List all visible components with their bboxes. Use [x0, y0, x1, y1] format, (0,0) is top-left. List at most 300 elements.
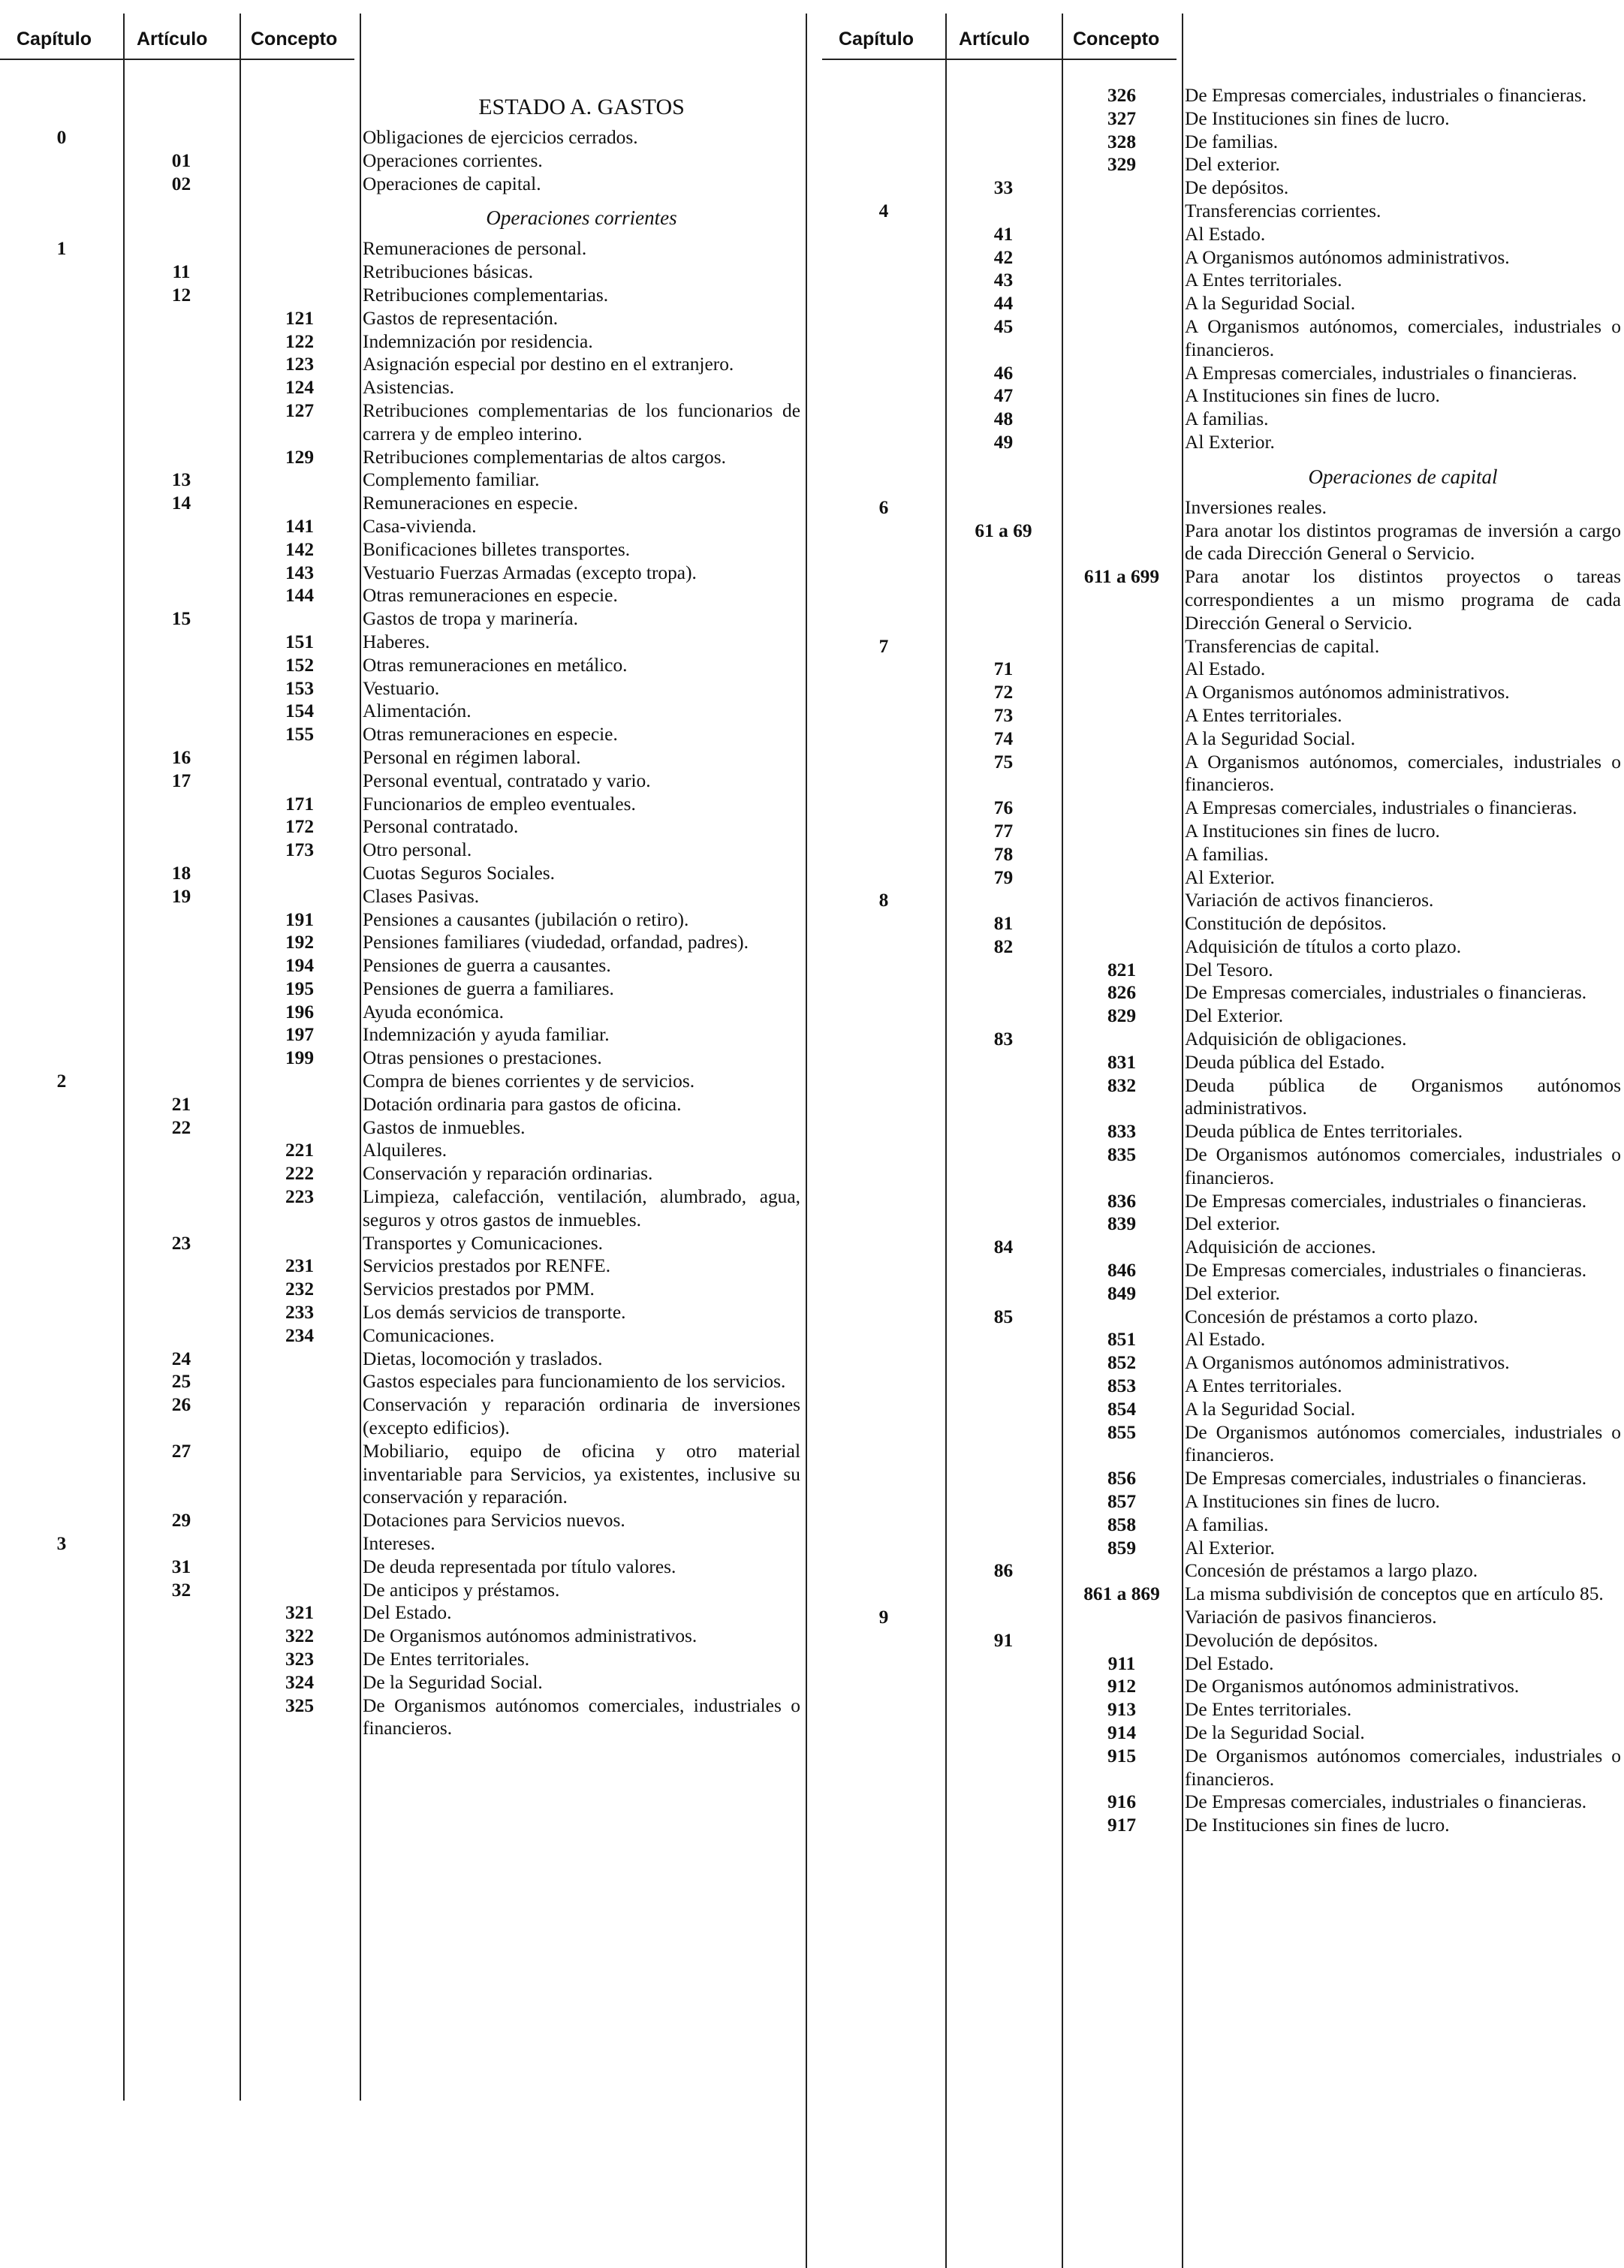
table-row	[822, 153, 1624, 176]
capitulo-code: 7	[878, 635, 889, 657]
articulo-code: 83	[993, 1029, 1014, 1050]
capitulo-code	[822, 1514, 945, 1537]
concepto-code	[240, 1556, 360, 1579]
concepto-code: 233	[285, 1302, 315, 1324]
capitulo-code	[0, 1370, 123, 1393]
articulo-code	[123, 307, 240, 330]
table-row	[0, 1393, 803, 1440]
row-description: Otras remuneraciones en metálico.	[363, 654, 628, 676]
capitulo-code	[822, 1004, 945, 1028]
table-row	[822, 1791, 1624, 1814]
concepto-code	[1062, 681, 1182, 704]
capitulo-code	[0, 1116, 123, 1140]
concepto-code: 861 a 869	[1083, 1583, 1160, 1605]
capitulo-code	[0, 908, 123, 932]
table-row	[822, 1675, 1624, 1698]
row-description: Del Exterior.	[1185, 1005, 1284, 1027]
row-description: De anticipos y préstamos.	[363, 1579, 560, 1601]
articulo-code	[123, 446, 240, 469]
articulo-code: 71	[993, 658, 1014, 680]
table-row	[822, 1698, 1624, 1721]
capitulo-code	[822, 362, 945, 385]
table-row	[822, 520, 1624, 566]
concepto-code	[1062, 176, 1182, 200]
concepto-code: 121	[285, 307, 315, 329]
capitulo-code	[0, 1301, 123, 1324]
concepto-code: 856	[1107, 1468, 1137, 1489]
row-description: Deuda pública de Organismos autónomos administrativos.	[1185, 1074, 1621, 1119]
row-description: A Organismos autónomos, comerciales, industriales o financieros.	[1185, 751, 1621, 796]
row-description: Remuneraciones en especie.	[363, 492, 578, 514]
concepto-code	[240, 1116, 360, 1140]
table-row	[0, 862, 803, 885]
row-description: Del exterior.	[1185, 1213, 1280, 1235]
articulo-code: 47	[993, 385, 1014, 407]
row-description: Personal en régimen laboral.	[363, 746, 581, 768]
row-description: Ayuda económica.	[363, 1001, 505, 1023]
articulo-code	[123, 1671, 240, 1694]
articulo-code	[123, 126, 240, 149]
table-row	[822, 1236, 1624, 1259]
articulo-code	[123, 237, 240, 261]
articulo-code	[945, 1398, 1062, 1421]
articulo-code: 74	[993, 727, 1014, 749]
table-row	[0, 307, 803, 330]
articulo-code	[945, 1004, 1062, 1028]
capitulo-code	[0, 746, 123, 770]
concepto-code	[240, 492, 360, 515]
row-description: Retribuciones complementarias de los funcionarios de carrera y de empleo interino.	[363, 399, 800, 444]
table-row	[822, 84, 1624, 107]
concepto-code	[1062, 269, 1182, 292]
table-row	[0, 654, 803, 677]
capitulo-code	[822, 153, 945, 176]
row-description: Operaciones de capital	[1308, 465, 1498, 488]
articulo-code	[945, 1675, 1062, 1698]
concepto-code	[1062, 658, 1182, 681]
concepto-code: 222	[285, 1163, 315, 1185]
concepto-code	[1062, 246, 1182, 270]
row-description: Variación de pasivos financieros.	[1185, 1607, 1437, 1628]
table-row	[0, 1232, 803, 1255]
articulo-code: 78	[993, 843, 1014, 865]
left-rows	[0, 68, 803, 1740]
table-row	[822, 912, 1624, 935]
capitulo-code	[822, 1236, 945, 1259]
row-description: Gastos especiales para funcionamiento de los servicios.	[363, 1371, 786, 1393]
row-description: Dotaciones para Servicios nuevos.	[363, 1510, 625, 1532]
table-row	[0, 149, 803, 173]
capitulo-code	[822, 131, 945, 154]
row-description: Del exterior.	[1185, 154, 1280, 176]
capitulo-code	[0, 1047, 123, 1070]
articulo-code	[123, 1254, 240, 1278]
concepto-code	[240, 126, 360, 149]
right-column	[822, 0, 1624, 2268]
row-description: A Entes territoriales.	[1185, 270, 1342, 291]
table-row	[822, 269, 1624, 292]
concepto-code: 323	[285, 1649, 315, 1670]
row-description: De Instituciones sin fines de lucro.	[1185, 107, 1450, 129]
capitulo-code	[822, 1559, 945, 1583]
capitulo-code	[0, 446, 123, 469]
capitulo-code	[822, 246, 945, 270]
row-description: Conservación y reparación ordinaria de inversiones (excepto edificios).	[363, 1394, 800, 1439]
concepto-code: 192	[285, 932, 315, 953]
concepto-code	[1062, 1236, 1182, 1259]
table-row	[822, 1583, 1624, 1606]
concepto-code: 194	[285, 955, 315, 977]
capitulo-code	[822, 1120, 945, 1143]
table-row	[0, 839, 803, 862]
capitulo-code	[0, 468, 123, 492]
table-row	[822, 959, 1624, 982]
capitulo-code	[822, 1583, 945, 1606]
concepto-code: 821	[1107, 959, 1137, 980]
concepto-code	[1062, 1306, 1182, 1329]
concepto-code	[1062, 315, 1182, 362]
table-row	[822, 292, 1624, 315]
concepto-code: 197	[285, 1024, 315, 1046]
row-description: A Entes territoriales.	[1185, 1375, 1342, 1397]
concepto-code: 858	[1107, 1514, 1137, 1535]
table-row	[822, 704, 1624, 727]
row-description: De deuda representada por título valores.	[363, 1556, 676, 1577]
articulo-code: 79	[993, 866, 1014, 888]
concepto-code	[240, 68, 360, 126]
row-description: Del exterior.	[1185, 1282, 1280, 1304]
capitulo-code	[822, 269, 945, 292]
concepto-code: 127	[285, 399, 315, 421]
articulo-code: 73	[993, 704, 1014, 726]
capitulo-code	[822, 1698, 945, 1721]
capitulo-code	[822, 820, 945, 843]
row-description: Del Estado.	[1185, 1652, 1274, 1674]
articulo-code: 21	[171, 1093, 191, 1115]
table-row	[822, 1467, 1624, 1490]
articulo-code	[123, 1162, 240, 1185]
capitulo-code	[0, 1625, 123, 1648]
row-description: Al Estado.	[1185, 658, 1266, 680]
table-row	[0, 284, 803, 307]
row-description: Constitución de depósitos.	[1185, 913, 1387, 935]
articulo-code	[123, 1047, 240, 1070]
articulo-code	[123, 195, 240, 237]
concepto-code: 221	[285, 1140, 315, 1161]
table-row	[822, 1398, 1624, 1421]
row-description: Retribuciones complementarias de altos cargos.	[363, 446, 726, 468]
articulo-code	[945, 981, 1062, 1004]
articulo-code	[945, 1583, 1062, 1606]
concepto-code	[1062, 520, 1182, 566]
capitulo-code	[822, 1282, 945, 1306]
articulo-code	[945, 1745, 1062, 1791]
capitulo-code	[0, 1185, 123, 1232]
capitulo-code	[822, 1051, 945, 1074]
concepto-code	[240, 1532, 360, 1556]
row-description: Clases Pasivas.	[363, 885, 480, 907]
articulo-code	[945, 1328, 1062, 1351]
capitulo-code	[822, 176, 945, 200]
table-row	[0, 1509, 803, 1532]
articulo-code: 84	[993, 1236, 1014, 1258]
row-description: Pensiones a causantes (jubilación o retiro).	[363, 908, 689, 930]
table-row	[0, 399, 803, 446]
capitulo-code	[822, 1791, 945, 1814]
row-description: A Organismos autónomos administrativos.	[1185, 682, 1510, 703]
concepto-code	[240, 1440, 360, 1509]
row-description: Otras pensiones o prestaciones.	[363, 1047, 602, 1069]
table-row	[822, 1606, 1624, 1629]
capitulo-code	[822, 1675, 945, 1698]
concepto-code: 326	[1107, 85, 1137, 106]
table-row	[0, 1001, 803, 1024]
table-row	[822, 635, 1624, 658]
capitulo-code	[822, 935, 945, 959]
concepto-code: 855	[1107, 1421, 1137, 1443]
row-description: De Organismos autónomos administrativos.	[1185, 1676, 1520, 1697]
articulo-code	[945, 1652, 1062, 1676]
articulo-code: 85	[993, 1306, 1014, 1327]
table-row	[822, 1559, 1624, 1583]
articulo-code: 23	[171, 1232, 191, 1254]
capitulo-code	[822, 1375, 945, 1398]
articulo-code	[945, 565, 1062, 634]
articulo-code	[123, 1324, 240, 1348]
row-description: Adquisición de títulos a corto plazo.	[1185, 935, 1462, 957]
concepto-code	[1062, 1559, 1182, 1583]
table-row	[822, 200, 1624, 223]
capitulo-code	[822, 843, 945, 866]
articulo-code	[123, 1278, 240, 1301]
concepto-code: 829	[1107, 1005, 1137, 1027]
table-row	[822, 658, 1624, 681]
concepto-code	[1062, 1028, 1182, 1051]
concepto-code	[240, 1370, 360, 1393]
concepto-code	[240, 1509, 360, 1532]
articulo-code	[123, 1023, 240, 1047]
table-row	[822, 1051, 1624, 1074]
capitulo-code	[0, 1579, 123, 1602]
row-description: Dotación ordinaria para gastos de oficina.	[363, 1093, 682, 1115]
table-row	[0, 261, 803, 284]
row-description: A la Seguridad Social.	[1185, 1398, 1356, 1420]
table-row	[822, 889, 1624, 912]
articulo-code: 27	[171, 1440, 191, 1462]
capitulo-code	[822, 912, 945, 935]
concepto-code: 154	[285, 700, 315, 722]
table-row	[0, 1648, 803, 1671]
table-row	[0, 1324, 803, 1348]
articulo-code: 91	[993, 1629, 1014, 1651]
concepto-code	[1062, 1606, 1182, 1629]
concepto-code: 835	[1107, 1144, 1137, 1166]
capitulo-code	[0, 1440, 123, 1509]
table-row	[0, 677, 803, 700]
table-row	[0, 1440, 803, 1509]
articulo-code	[123, 1139, 240, 1162]
row-description: Para anotar los distintos proyectos o tareas correspondientes a un mismo programa de cada Dirección General o Servicio.	[1185, 566, 1621, 634]
row-description: De Entes territoriales.	[1185, 1699, 1352, 1721]
capitulo-code	[822, 1490, 945, 1514]
concepto-code: 321	[285, 1602, 315, 1624]
table-row	[0, 173, 803, 196]
table-row	[822, 1328, 1624, 1351]
table-row	[0, 1556, 803, 1579]
articulo-code	[123, 1694, 240, 1741]
articulo-code	[123, 330, 240, 354]
articulo-code	[945, 1421, 1062, 1468]
capitulo-code	[0, 68, 123, 126]
row-description: Obligaciones de ejercicios cerrados.	[363, 127, 638, 148]
concepto-code: 857	[1107, 1491, 1137, 1513]
articulo-code	[123, 1001, 240, 1024]
table-row	[0, 584, 803, 607]
row-description: Retribuciones complementarias.	[363, 284, 609, 306]
capitulo-code	[822, 223, 945, 246]
articulo-code	[945, 1190, 1062, 1213]
concepto-code: 836	[1107, 1190, 1137, 1212]
table-row	[0, 1301, 803, 1324]
concepto-code: 916	[1107, 1791, 1137, 1813]
concepto-code	[240, 173, 360, 196]
row-description: Servicios prestados por PMM.	[363, 1279, 595, 1300]
table-row	[822, 1028, 1624, 1051]
articulo-code	[945, 1143, 1062, 1190]
capitulo-code	[0, 770, 123, 793]
row-description: De depósitos.	[1185, 177, 1289, 199]
concepto-code: 122	[285, 330, 315, 352]
capitulo-code	[0, 584, 123, 607]
table-row	[0, 1278, 803, 1301]
table-row	[822, 223, 1624, 246]
table-row	[822, 1537, 1624, 1560]
concepto-code	[240, 1070, 360, 1093]
capitulo-code	[0, 149, 123, 173]
row-description: Asignación especial por destino en el extranjero.	[363, 354, 734, 375]
table-row	[822, 315, 1624, 362]
concepto-code: 853	[1107, 1375, 1137, 1397]
capitulo-code	[0, 1671, 123, 1694]
table-row	[822, 1212, 1624, 1236]
articulo-code	[945, 107, 1062, 131]
concepto-code: 859	[1107, 1537, 1137, 1559]
concepto-code	[1062, 935, 1182, 959]
concepto-code: 911	[1107, 1652, 1136, 1674]
articulo-code	[123, 562, 240, 585]
articulo-code: 17	[171, 770, 191, 791]
row-description: Operaciones corrientes	[486, 206, 677, 230]
header-rule	[822, 59, 1177, 60]
articulo-code: 02	[171, 173, 191, 194]
articulo-code	[123, 399, 240, 446]
row-description: Devolución de depósitos.	[1185, 1629, 1378, 1651]
articulo-code	[123, 793, 240, 816]
row-description: De Empresas comerciales, industriales o financieras.	[1185, 85, 1587, 106]
concepto-code	[1062, 1629, 1182, 1652]
row-description: De la Seguridad Social.	[363, 1671, 543, 1693]
row-description: Transportes y Comunicaciones.	[363, 1232, 603, 1254]
concepto-code	[1062, 912, 1182, 935]
capitulo-code	[0, 977, 123, 1001]
articulo-code: 75	[993, 751, 1014, 773]
table-row	[822, 1306, 1624, 1329]
concepto-code: 143	[285, 562, 315, 583]
row-description: Otras remuneraciones en especie.	[363, 724, 618, 745]
row-description: A la Seguridad Social.	[1185, 293, 1356, 315]
articulo-code	[945, 1282, 1062, 1306]
concepto-code: 833	[1107, 1121, 1137, 1143]
table-row	[0, 1254, 803, 1278]
articulo-code	[123, 1301, 240, 1324]
concepto-code	[1062, 704, 1182, 727]
table-row	[822, 1421, 1624, 1468]
articulo-code	[945, 1375, 1062, 1398]
capitulo-code	[0, 195, 123, 237]
articulo-code	[945, 1490, 1062, 1514]
articulo-code	[945, 1120, 1062, 1143]
capitulo-code: 9	[878, 1607, 889, 1628]
table-row	[0, 562, 803, 585]
articulo-code	[945, 1051, 1062, 1074]
concepto-code: 611 a 699	[1083, 566, 1160, 588]
row-description: Haberes.	[363, 631, 430, 652]
articulo-code	[945, 1074, 1062, 1121]
table-row	[0, 446, 803, 469]
row-description: Alquileres.	[363, 1140, 447, 1161]
capitulo-code	[822, 1814, 945, 1837]
row-description: De Organismos autónomos comerciales, industriales o financieros.	[363, 1694, 800, 1739]
capitulo-code	[822, 681, 945, 704]
right-rows	[822, 84, 1624, 1837]
articulo-code: 43	[993, 270, 1014, 291]
articulo-code	[123, 723, 240, 746]
articulo-code	[123, 353, 240, 376]
articulo-code: 24	[171, 1348, 191, 1369]
concepto-code: 852	[1107, 1352, 1137, 1374]
row-description: Deuda pública de Entes territoriales.	[1185, 1121, 1463, 1143]
row-description: A Organismos autónomos administrativos.	[1185, 246, 1510, 268]
table-row	[0, 723, 803, 746]
concepto-code	[1062, 797, 1182, 820]
row-description: Al Exterior.	[1185, 1537, 1275, 1559]
capitulo-code	[0, 607, 123, 631]
concepto-code	[240, 1393, 360, 1440]
table-row	[822, 751, 1624, 797]
row-description: Casa-vivienda.	[363, 515, 477, 537]
concepto-code: 144	[285, 585, 315, 607]
section-subtitle	[0, 195, 803, 237]
articulo-code: 44	[993, 293, 1014, 315]
articulo-code	[123, 376, 240, 399]
capitulo-code	[0, 173, 123, 196]
capitulo-code	[822, 1212, 945, 1236]
capitulo-code	[822, 107, 945, 131]
row-description: Mobiliario, equipo de oficina y otro material inventariable para Servicios, ya existentes, inclusive su conservación y reparación.	[363, 1440, 800, 1508]
capitulo-code	[0, 1324, 123, 1348]
table-row	[0, 1139, 803, 1162]
articulo-code: 41	[993, 223, 1014, 245]
row-description: A Instituciones sin fines de lucro.	[1185, 385, 1440, 407]
capitulo-code	[822, 797, 945, 820]
table-row	[822, 727, 1624, 751]
capitulo-code: 8	[878, 890, 889, 911]
articulo-code	[945, 889, 1062, 912]
articulo-code: 29	[171, 1510, 191, 1532]
concepto-code	[240, 261, 360, 284]
table-row	[0, 1185, 803, 1232]
concepto-code: 172	[285, 816, 315, 838]
